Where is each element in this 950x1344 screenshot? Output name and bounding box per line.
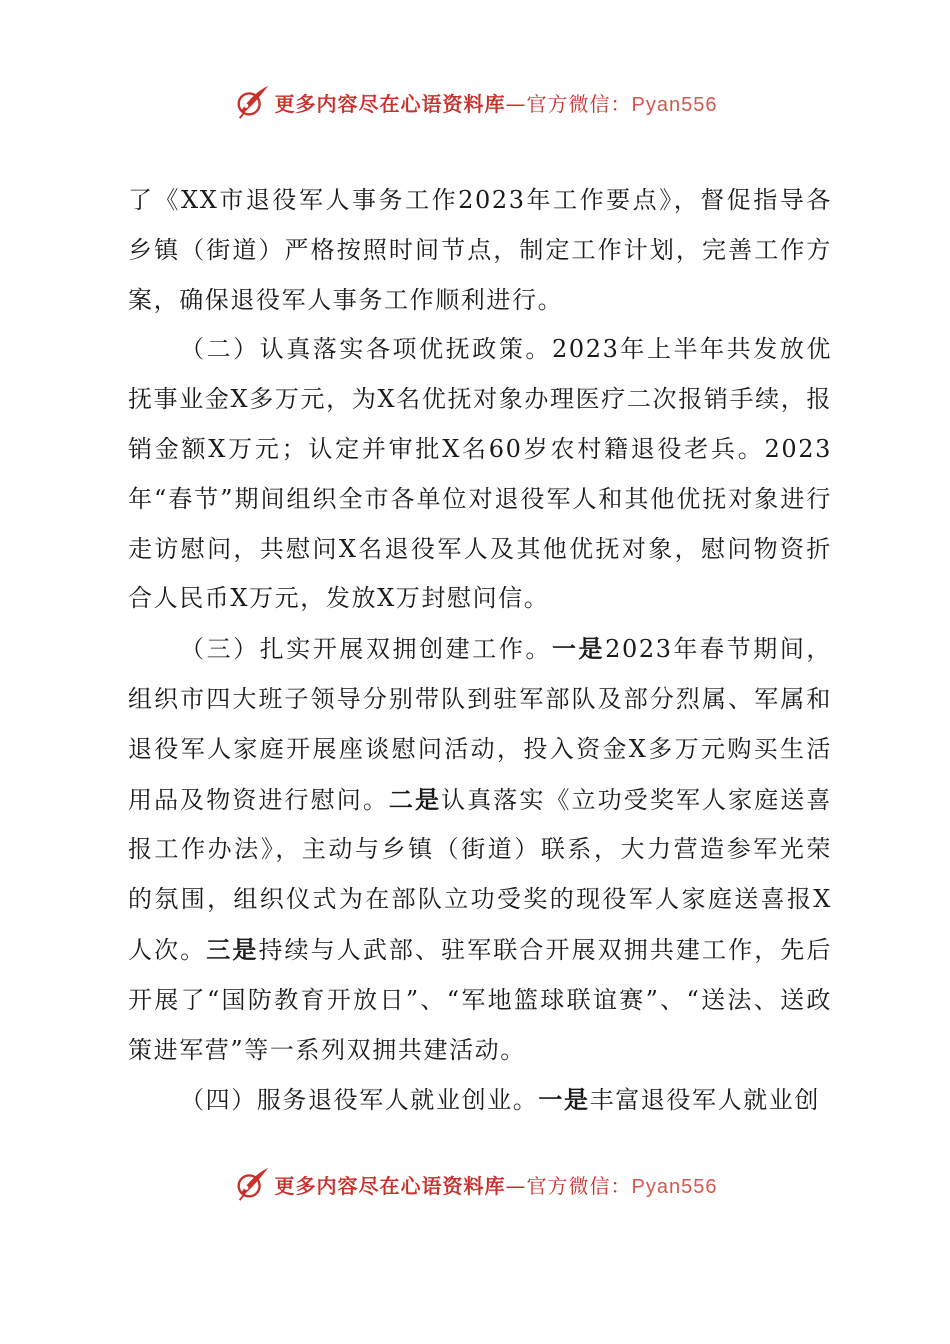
paragraph-3-lead: （三）扎实开展双拥创建工作。: [180, 635, 552, 664]
paragraph-4-text-1: 丰富退役军人就业创: [589, 1086, 821, 1115]
watermark-text: [275, 88, 718, 117]
paragraph-3-text-1: 2023年春节期间，组织市四大班子领导分别带队到驻军部队及部分烈属、军属和退役军人家庭开展座谈慰问活动，投入资金X多万元购买生活用品及物资进行慰问。: [128, 635, 832, 814]
paragraph-4-lead: （四）服务退役军人就业创业。: [180, 1086, 539, 1115]
quill-logo-icon: [233, 1165, 271, 1203]
paragraph-3-text-2: 认真落实《立功受奖军人家庭送喜报工作办法》，主动与乡镇（街道）联系，大力营造参军光荣的氛围，组织仪式为在部队立功受奖的现役军人家庭送喜报X人次。: [128, 785, 832, 964]
paragraph-1: 了《XX市退役军人事务工作2023年工作要点》，督促指导各乡镇（街道）严格按照时间节点，制定工作计划，完善工作方案，确保退役军人事务工作顺利进行。: [128, 186, 832, 314]
marker-first: 一是: [538, 1085, 590, 1115]
header-watermark-banner: [0, 80, 950, 124]
watermark-site: 更多内容尽在心语资料库: [274, 1173, 506, 1198]
watermark-dash: —: [505, 1173, 527, 1198]
watermark-wechat-label: 官方微信：: [526, 1173, 632, 1198]
marker-second: 二是: [388, 784, 442, 814]
watermark-site: 更多内容尽在心语资料库: [274, 91, 506, 116]
paragraph-3-text-3: 持续与人武部、驻军联合开展双拥共建工作，先后开展了“国防教育开放日”、“军地篮球联谊赛”、“送法、送政策进军营”等一系列双拥共建活动。: [128, 935, 832, 1064]
paragraph-3: [128, 624, 832, 1075]
marker-first: 一是: [551, 634, 606, 664]
watermark-wechat-id: Pyan556: [631, 1175, 718, 1198]
footer-watermark-banner: [0, 1162, 950, 1206]
marker-third: 三是: [206, 934, 259, 964]
watermark-dash: —: [505, 91, 527, 116]
quill-logo-icon: [233, 83, 271, 121]
paragraph-4: [128, 1075, 832, 1126]
watermark-wechat-label: 官方微信：: [526, 91, 632, 116]
document-body: [128, 176, 832, 1126]
paragraph-2: （二）认真落实各项优抚政策。2023年上半年共发放优抚事业金X多万元，为X名优抚对象办理医疗二次报销手续，报销金额X万元；认定并审批X名60岁农村籍退役老兵。2023年“春节”期间组织全市各单位对退役军人和其他优抚对象进行走访慰问，共慰问X名退役军人及其他优抚对象，慰问物资折合人民币X万元，发放X万封慰问信。: [128, 335, 832, 613]
watermark-wechat-id: Pyan556: [631, 93, 718, 116]
watermark-text: [275, 1170, 718, 1199]
